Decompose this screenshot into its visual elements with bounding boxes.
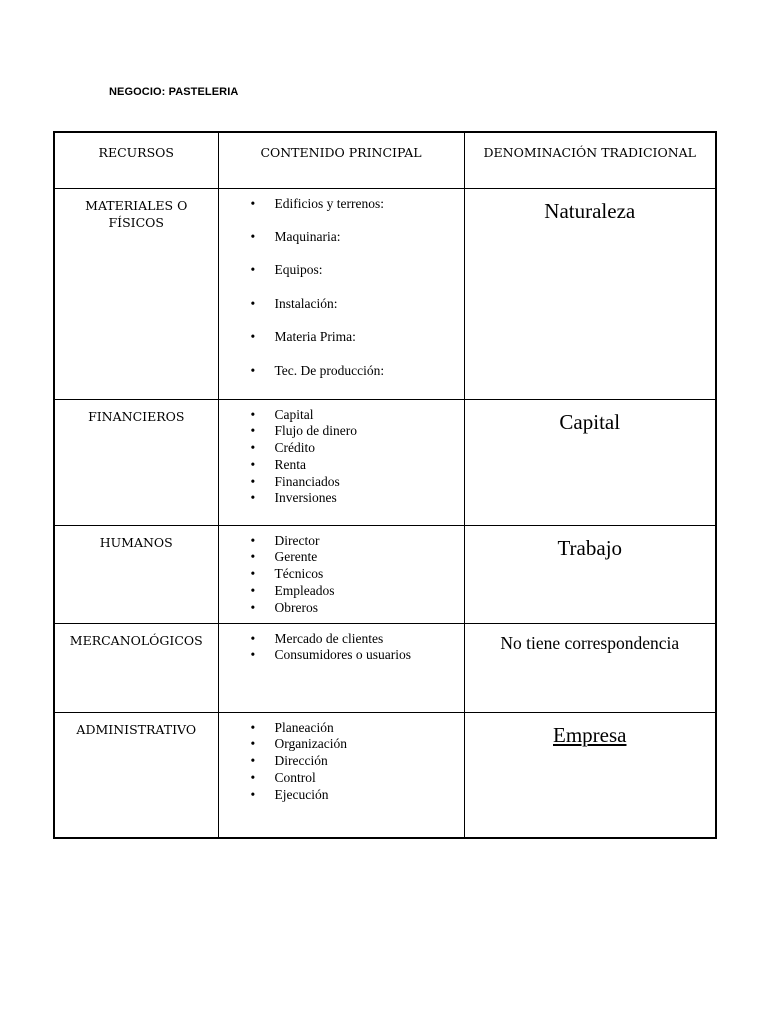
list-item: • Instalación: (275, 296, 464, 313)
list-item: • Control (275, 770, 464, 787)
header-row (54, 132, 716, 188)
list-item: • Financiados (275, 474, 464, 491)
table-row (54, 399, 716, 525)
resource-cell: HUMANOS (54, 525, 218, 623)
content-cell (218, 525, 464, 623)
content-cell (218, 399, 464, 525)
list-item: • Maquinaria: (275, 229, 464, 246)
content-cell (218, 623, 464, 712)
resource-label-line: FÍSICOS (108, 214, 164, 230)
list-item: • Planeación (275, 720, 464, 737)
resource-cell (54, 188, 218, 399)
table-row (54, 623, 716, 712)
list-item: • Edificios y terrenos: (275, 196, 464, 213)
resource-cell: ADMINISTRATIVO (54, 712, 218, 838)
denomination-cell: Capital (464, 399, 716, 525)
resource-cell: FINANCIEROS (54, 399, 218, 525)
list-item: • Tec. De producción: (275, 363, 464, 380)
list-item: • Gerente (275, 549, 464, 566)
content-list (219, 713, 464, 804)
list-item: • Obreros (275, 600, 464, 617)
list-item: • Técnicos (275, 566, 464, 583)
content-list (219, 189, 464, 380)
list-item: • Equipos: (275, 262, 464, 279)
document-heading: NEGOCIO: PASTELERIA (109, 86, 239, 98)
list-item: • Crédito (275, 440, 464, 457)
header-recursos: RECURSOS (54, 132, 218, 188)
list-item: • Director (275, 533, 464, 550)
content-list (219, 526, 464, 617)
list-item: • Ejecución (275, 787, 464, 804)
list-item: • Flujo de dinero (275, 423, 464, 440)
resources-table (53, 131, 717, 839)
header-denominacion-tradicional: DENOMINACIÓN TRADICIONAL (464, 132, 716, 188)
table-row (54, 188, 716, 399)
denomination-cell: Naturaleza (464, 188, 716, 399)
content-cell (218, 188, 464, 399)
content-list (219, 624, 464, 665)
table-row (54, 712, 716, 838)
denomination-cell (464, 712, 716, 838)
list-item: • Capital (275, 407, 464, 424)
resource-cell: MERCANOLÓGICOS (54, 623, 218, 712)
list-item: • Consumidores o usuarios (275, 647, 464, 664)
denomination-cell: No tiene correspondencia (464, 623, 716, 712)
resource-label-line: MATERIALES O (85, 197, 188, 213)
list-item: • Mercado de clientes (275, 631, 464, 648)
header-contenido-principal: CONTENIDO PRINCIPAL (218, 132, 464, 188)
list-item: • Empleados (275, 583, 464, 600)
list-item: • Inversiones (275, 490, 464, 507)
list-item: • Materia Prima: (275, 329, 464, 346)
denomination-cell: Trabajo (464, 525, 716, 623)
denomination-underlined-text: Empresa (553, 722, 627, 747)
list-item: • Organización (275, 736, 464, 753)
table-row (54, 525, 716, 623)
content-cell (218, 712, 464, 838)
list-item: • Renta (275, 457, 464, 474)
content-list (219, 400, 464, 508)
list-item: • Dirección (275, 753, 464, 770)
